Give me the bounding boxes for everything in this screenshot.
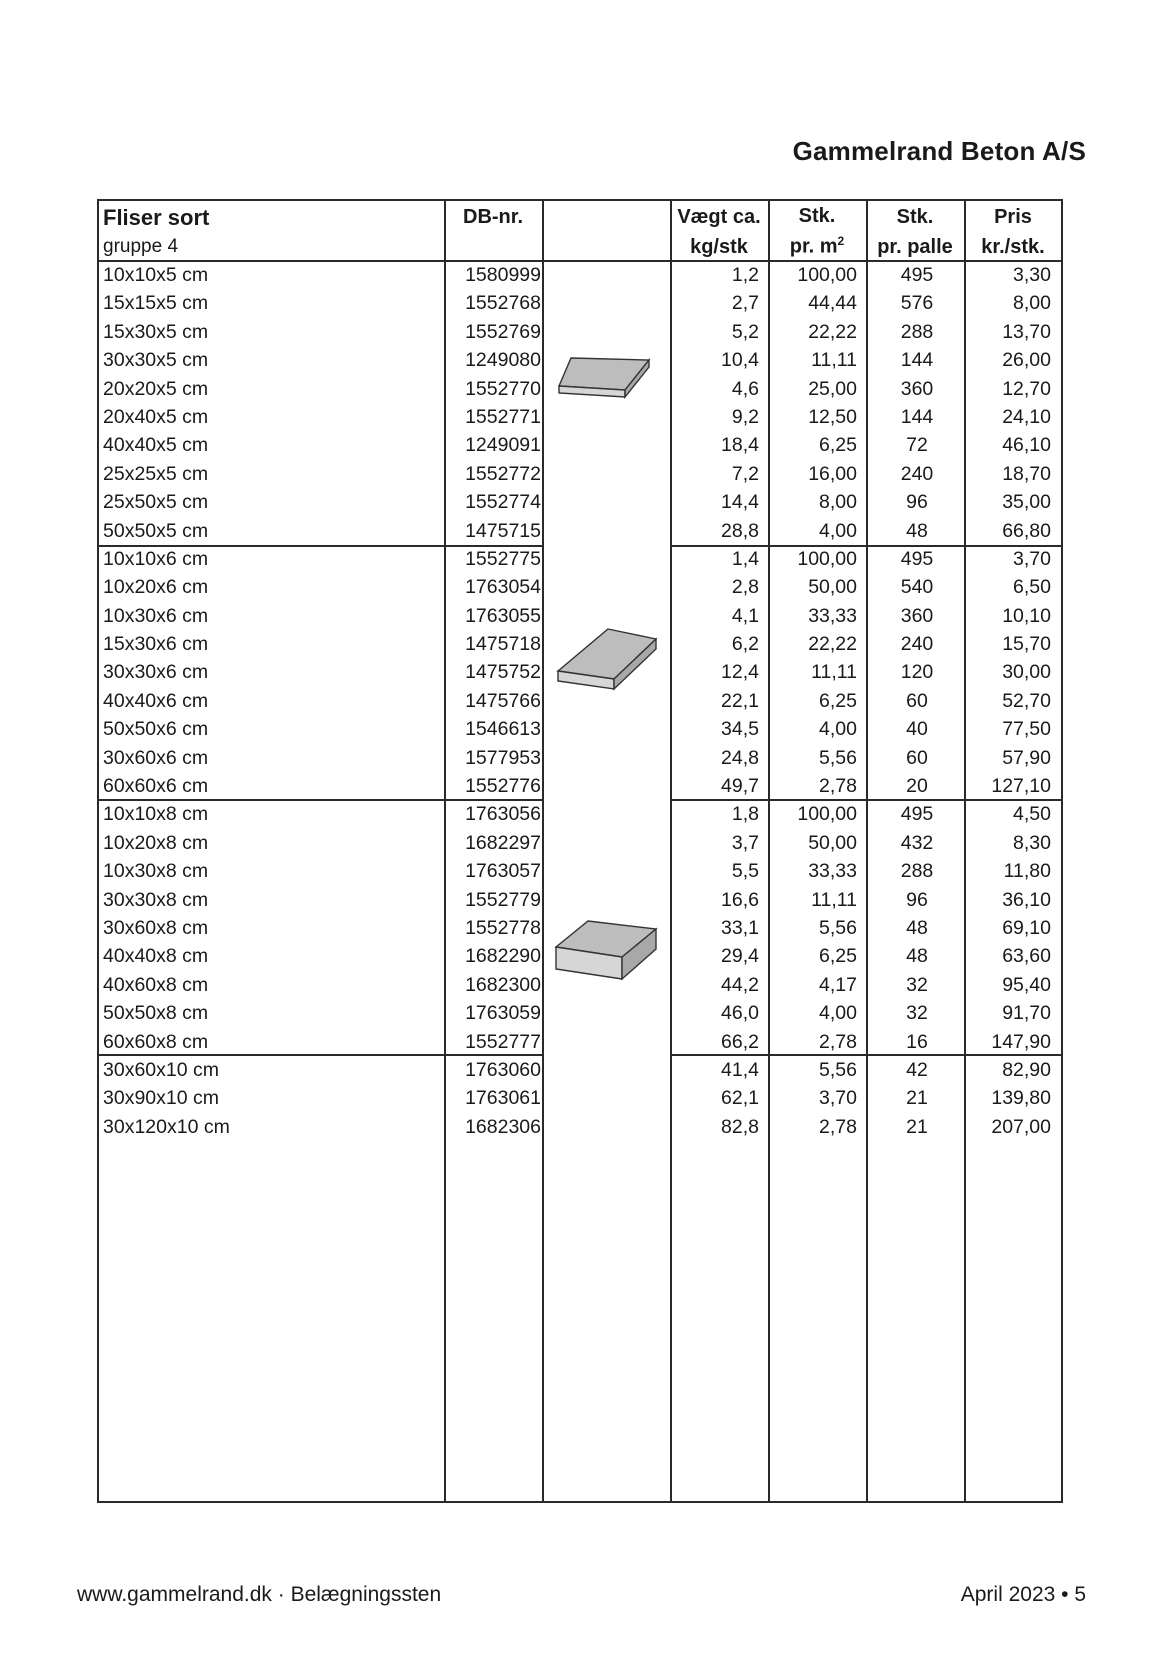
db-number: 1475752	[465, 661, 541, 684]
table-row	[99, 973, 1061, 1001]
pieces-per-pallet: 72	[906, 434, 928, 457]
weight: 18,4	[721, 434, 759, 457]
table-row	[99, 547, 1061, 575]
weight: 1,4	[731, 547, 759, 570]
price: 147,90	[991, 1030, 1051, 1053]
weight: 1,2	[731, 264, 759, 286]
pieces-per-pallet: 240	[900, 633, 934, 656]
product-size: 30x30x6 cm	[103, 661, 209, 684]
pieces-per-m2: 4,17	[819, 973, 857, 996]
header-divider	[99, 260, 1061, 262]
header-price-top: Pris	[994, 206, 1032, 228]
price: 4,50	[1013, 803, 1051, 826]
price: 207,00	[991, 1115, 1051, 1138]
db-number: 1763054	[465, 576, 541, 599]
weight: 41,4	[721, 1058, 759, 1081]
price: 66,80	[1002, 519, 1051, 542]
pieces-per-m2: 4,00	[819, 519, 857, 542]
db-number: 1552771	[465, 405, 541, 428]
product-size: 50x50x5 cm	[103, 519, 209, 542]
table-row	[99, 888, 1061, 916]
product-size: 30x90x10 cm	[103, 1087, 219, 1110]
table-row	[99, 1030, 1061, 1058]
weight: 28,8	[721, 519, 759, 542]
header-pallet-top: Stk.	[896, 206, 934, 228]
table-row	[99, 291, 1061, 319]
price: 95,40	[1002, 973, 1051, 996]
table-row	[99, 575, 1061, 603]
price: 8,00	[1013, 292, 1051, 315]
db-number: 1763059	[465, 1002, 541, 1025]
table-row	[99, 1086, 1061, 1114]
price: 6,50	[1013, 576, 1051, 599]
pieces-per-pallet: 42	[906, 1058, 928, 1081]
weight: 10,4	[721, 349, 759, 372]
weight: 7,2	[731, 462, 759, 485]
product-size: 10x10x8 cm	[103, 803, 209, 826]
product-size: 10x10x6 cm	[103, 547, 209, 570]
pieces-per-pallet: 288	[900, 860, 934, 883]
pieces-per-m2: 8,00	[819, 491, 857, 514]
pieces-per-m2: 6,25	[819, 689, 857, 712]
table-row	[99, 859, 1061, 887]
pieces-per-m2: 5,56	[819, 746, 857, 769]
product-size: 20x20x5 cm	[103, 377, 209, 400]
db-number: 1552775	[465, 547, 541, 570]
weight: 33,1	[721, 916, 759, 939]
db-number: 1475718	[465, 633, 541, 656]
db-number: 1552779	[465, 888, 541, 911]
table-row	[99, 1115, 1061, 1143]
price: 8,30	[1013, 831, 1051, 854]
db-number: 1552772	[465, 462, 541, 485]
weight: 9,2	[731, 405, 759, 428]
pieces-per-pallet: 96	[906, 491, 928, 514]
pieces-per-m2: 33,33	[808, 604, 857, 627]
weight: 4,6	[731, 377, 759, 400]
table-row	[99, 320, 1061, 348]
db-number: 1763060	[465, 1058, 541, 1081]
product-size: 10x10x5 cm	[103, 264, 209, 286]
pieces-per-m2: 6,25	[819, 434, 857, 457]
product-size: 30x30x5 cm	[103, 349, 209, 372]
price: 15,70	[1002, 633, 1051, 656]
db-number: 1552774	[465, 491, 541, 514]
pieces-per-pallet: 495	[900, 264, 934, 286]
pieces-per-pallet: 120	[900, 661, 934, 684]
pieces-per-pallet: 240	[900, 462, 934, 485]
product-size: 25x50x5 cm	[103, 491, 209, 514]
pieces-per-m2: 100,00	[797, 547, 857, 570]
pieces-per-m2: 6,25	[819, 945, 857, 968]
product-size: 40x40x6 cm	[103, 689, 209, 712]
weight: 12,4	[721, 661, 759, 684]
weight: 46,0	[721, 1002, 759, 1025]
header-pallet-bottom: pr. palle	[877, 236, 953, 258]
table-row	[99, 462, 1061, 490]
product-size: 30x60x6 cm	[103, 746, 209, 769]
weight: 4,1	[731, 604, 759, 627]
product-size: 60x60x8 cm	[103, 1030, 209, 1053]
product-size: 10x30x6 cm	[103, 604, 209, 627]
db-number: 1763061	[465, 1087, 541, 1110]
weight: 5,5	[731, 860, 759, 883]
price: 11,80	[1003, 860, 1051, 883]
table-row	[99, 632, 1061, 660]
pieces-per-m2: 22,22	[808, 320, 857, 343]
table-title: Fliser sort	[103, 205, 210, 230]
weight: 49,7	[721, 775, 759, 798]
table-row	[99, 660, 1061, 688]
pieces-per-pallet: 576	[900, 292, 934, 315]
db-number: 1682300	[465, 973, 541, 996]
pieces-per-pallet: 32	[906, 1002, 928, 1025]
db-number: 1682297	[465, 831, 541, 854]
footer-website: www.gammelrand.dk · Belægningssten	[77, 1583, 442, 1606]
db-number: 1552777	[465, 1030, 541, 1053]
pieces-per-pallet: 144	[900, 349, 934, 372]
product-size: 40x40x8 cm	[103, 945, 209, 968]
header-db: DB-nr.	[463, 206, 523, 228]
table-row	[99, 405, 1061, 433]
product-size: 30x60x8 cm	[103, 916, 209, 939]
db-number: 1682290	[465, 945, 541, 968]
weight: 3,7	[731, 831, 759, 854]
pieces-per-pallet: 60	[906, 746, 928, 769]
weight: 29,4	[721, 945, 759, 968]
price: 82,90	[1002, 1058, 1051, 1081]
header-price-bottom: kr./stk.	[981, 236, 1045, 258]
weight: 6,2	[731, 633, 759, 656]
table-row	[99, 490, 1061, 518]
pieces-per-m2: 50,00	[808, 831, 857, 854]
product-size: 30x30x8 cm	[103, 888, 209, 911]
price: 13,70	[1002, 320, 1051, 343]
price: 24,10	[1002, 405, 1051, 428]
company-name: Gammelrand Beton A/S	[792, 136, 1086, 166]
price: 18,70	[1002, 462, 1051, 485]
pieces-per-pallet: 144	[900, 405, 934, 428]
pieces-per-pallet: 48	[906, 519, 928, 542]
pieces-per-pallet: 60	[906, 689, 928, 712]
table-row	[99, 1058, 1061, 1086]
pieces-per-m2: 11,11	[811, 349, 857, 372]
table-row	[99, 433, 1061, 461]
product-size: 10x30x8 cm	[103, 860, 209, 883]
table-row	[99, 348, 1061, 376]
pieces-per-pallet: 495	[900, 547, 934, 570]
db-number: 1577953	[465, 746, 541, 769]
pieces-per-m2: 12,50	[808, 405, 857, 428]
db-number: 1552778	[465, 916, 541, 939]
db-number: 1475766	[465, 689, 541, 712]
db-number: 1763055	[465, 604, 541, 627]
table-row	[99, 519, 1061, 547]
db-number: 1249080	[465, 349, 541, 372]
pieces-per-m2: 25,00	[808, 377, 857, 400]
pieces-per-m2: 4,00	[819, 1002, 857, 1025]
pieces-per-pallet: 360	[900, 377, 934, 400]
pieces-per-m2: 44,44	[808, 292, 857, 315]
pieces-per-m2: 5,56	[819, 916, 857, 939]
price: 12,70	[1002, 377, 1051, 400]
table-row	[99, 831, 1061, 859]
pieces-per-m2: 11,11	[811, 661, 857, 684]
db-number: 1682306	[465, 1115, 541, 1138]
pieces-per-m2: 100,00	[797, 264, 857, 286]
db-number: 1580999	[465, 264, 541, 286]
table-row	[99, 689, 1061, 717]
db-number: 1249091	[465, 434, 541, 457]
table-row	[99, 377, 1061, 405]
db-number: 1552770	[465, 377, 541, 400]
db-number: 1546613	[465, 718, 541, 741]
db-number: 1552776	[465, 775, 541, 798]
db-number: 1763057	[465, 860, 541, 883]
pieces-per-m2: 2,78	[819, 775, 857, 798]
product-size: 10x20x6 cm	[103, 576, 209, 599]
pieces-per-m2: 16,00	[808, 462, 857, 485]
table-row	[99, 944, 1061, 972]
table-row	[99, 774, 1061, 802]
product-size: 40x60x8 cm	[103, 973, 209, 996]
pieces-per-pallet: 21	[906, 1115, 928, 1138]
price: 77,50	[1002, 718, 1051, 741]
price: 139,80	[991, 1087, 1051, 1110]
product-size: 20x40x5 cm	[103, 405, 209, 428]
pieces-per-m2: 4,00	[819, 718, 857, 741]
pieces-per-pallet: 360	[900, 604, 934, 627]
pieces-per-pallet: 16	[906, 1030, 928, 1053]
table-row	[99, 1001, 1061, 1029]
price: 10,10	[1002, 604, 1051, 627]
price: 91,70	[1002, 1002, 1051, 1025]
pieces-per-m2: 5,56	[819, 1058, 857, 1081]
pieces-per-pallet: 40	[906, 718, 928, 741]
pieces-per-m2: 50,00	[808, 576, 857, 599]
price: 36,10	[1002, 888, 1051, 911]
table-row	[99, 802, 1061, 830]
pieces-per-pallet: 288	[900, 320, 934, 343]
pieces-per-pallet: 20	[906, 775, 928, 798]
pieces-per-pallet: 495	[900, 803, 934, 826]
header-m2-bottom: pr. $m^2$	[789, 234, 845, 258]
price: 26,00	[1002, 349, 1051, 372]
weight: 34,5	[721, 718, 759, 741]
product-size: 15x15x5 cm	[103, 292, 209, 315]
product-size: 15x30x6 cm	[103, 633, 209, 656]
product-size: 30x60x10 cm	[103, 1058, 219, 1081]
weight: 82,8	[721, 1115, 759, 1138]
db-number: 1475715	[465, 519, 541, 542]
product-size: 50x50x8 cm	[103, 1002, 209, 1025]
pieces-per-m2: 100,00	[797, 803, 857, 826]
pieces-per-pallet: 48	[906, 916, 928, 939]
product-size: 10x20x8 cm	[103, 831, 209, 854]
weight: 16,6	[721, 888, 759, 911]
price: 35,00	[1002, 491, 1051, 514]
price: 52,70	[1002, 689, 1051, 712]
pieces-per-pallet: 21	[906, 1087, 928, 1110]
pieces-per-m2: 2,78	[819, 1030, 857, 1053]
weight: 2,7	[731, 292, 759, 315]
pieces-per-m2: 33,33	[808, 860, 857, 883]
price: 63,60	[1002, 945, 1051, 968]
product-size: 25x25x5 cm	[103, 462, 209, 485]
table-body	[99, 263, 1061, 1143]
price: 127,10	[991, 775, 1051, 798]
weight: 1,8	[731, 803, 759, 826]
price: 30,00	[1002, 661, 1051, 684]
product-size: 15x30x5 cm	[103, 320, 209, 343]
pieces-per-m2: 2,78	[819, 1115, 857, 1138]
pieces-per-m2: 11,11	[811, 888, 857, 911]
weight: 22,1	[721, 689, 759, 712]
weight: 24,8	[721, 746, 759, 769]
product-size: 30x120x10 cm	[103, 1115, 230, 1138]
weight: 62,1	[721, 1087, 759, 1110]
product-size: 50x50x6 cm	[103, 718, 209, 741]
weight: 66,2	[721, 1030, 759, 1053]
table-row	[99, 746, 1061, 774]
table-row	[99, 604, 1061, 632]
weight: 5,2	[731, 320, 759, 343]
table-row	[99, 263, 1061, 291]
header-weight-bottom: kg/stk	[690, 236, 748, 258]
weight: 44,2	[721, 973, 759, 996]
product-size: 40x40x5 cm	[103, 434, 209, 457]
table-row	[99, 916, 1061, 944]
pieces-per-pallet: 432	[900, 831, 934, 854]
table-row	[99, 717, 1061, 745]
price: 69,10	[1002, 916, 1051, 939]
price: 57,90	[1002, 746, 1051, 769]
header-weight-top: Vægt ca.	[677, 206, 761, 228]
db-number: 1763056	[465, 803, 541, 826]
price-table	[97, 199, 1063, 1503]
price: 3,30	[1013, 264, 1051, 286]
pieces-per-pallet: 540	[900, 576, 934, 599]
weight: 2,8	[731, 576, 759, 599]
price: 46,10	[1002, 434, 1051, 457]
db-number: 1552769	[465, 320, 541, 343]
pieces-per-m2: 22,22	[808, 633, 857, 656]
pieces-per-pallet: 48	[906, 945, 928, 968]
db-number: 1552768	[465, 292, 541, 315]
pieces-per-m2: 3,70	[819, 1087, 857, 1110]
header-m2-top: Stk.	[798, 205, 836, 227]
table-subtitle: gruppe 4	[103, 236, 179, 257]
weight: 14,4	[721, 491, 759, 514]
product-size: 60x60x6 cm	[103, 775, 209, 798]
pieces-per-pallet: 32	[906, 973, 928, 996]
price: 3,70	[1013, 547, 1051, 570]
pieces-per-pallet: 96	[906, 888, 928, 911]
footer-date-page: April 2023 • 5	[960, 1583, 1086, 1606]
